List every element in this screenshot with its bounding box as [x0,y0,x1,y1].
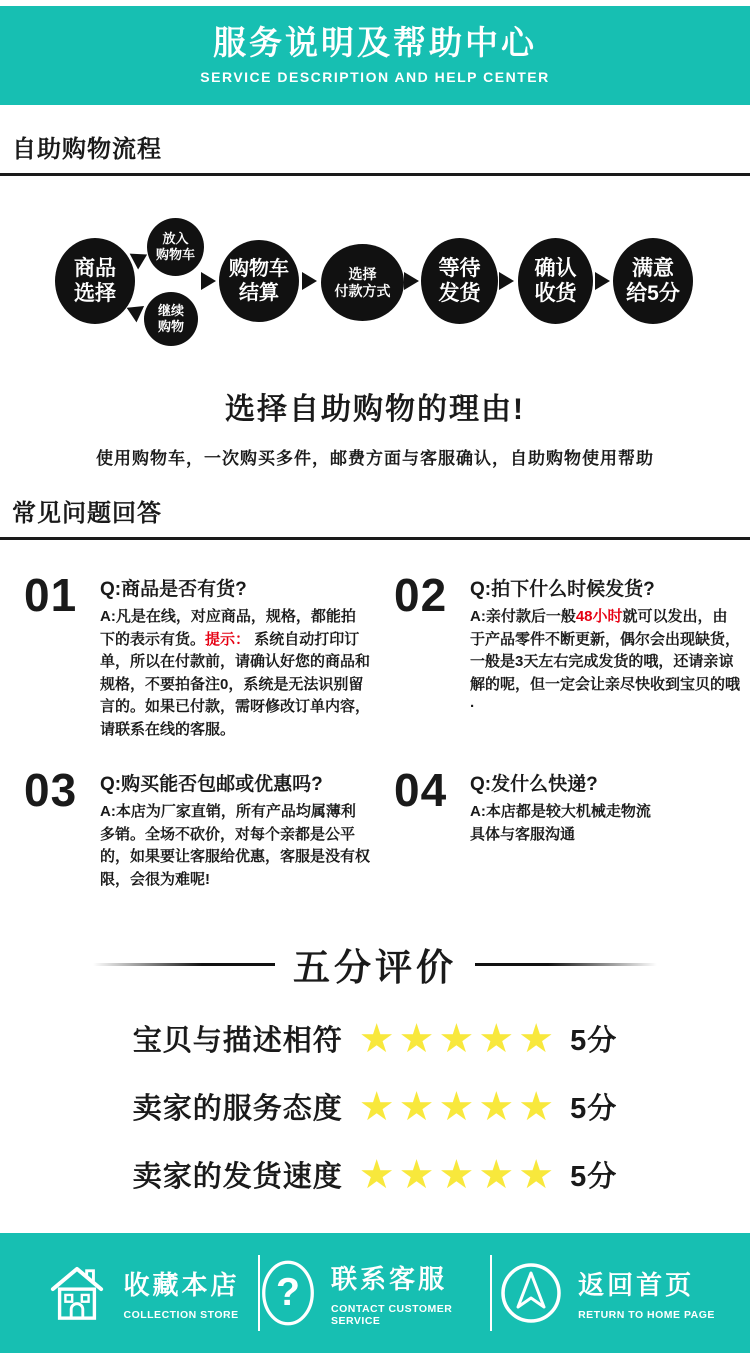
footer-item-subtitle: RETURN TO HOME PAGE [578,1309,715,1321]
faq-answer: A:本店为厂家直销，所有产品均属薄利多销。全场不砍价，对每个亲都是公平的，如果要让客服给优惠，客服是没有权限，会很为难呢! [100,803,371,888]
faq-question: Q:商品是否有货? [100,579,247,600]
flow-node-payment-method: 选择 付款方式 [321,244,404,321]
faq-item-3 [24,764,371,891]
flow-arrow-icon [201,272,216,290]
star-icon: ★ [358,1084,395,1129]
reason-subtitle: 使用购物车，一次购买多件，邮费方面与客服确认，自助购物使用帮助 [96,449,654,468]
faq-question: Q:拍下什么时候发货? [470,579,655,600]
faq-section-heading: 常见问题回答 [0,493,750,540]
faq-number: 04 [394,764,448,816]
star-icon: ★ [438,1016,475,1061]
footer-item-subtitle: COLLECTION STORE [123,1309,239,1321]
flow-node-confirm-receipt: 确认 收货 [518,238,593,324]
flow-node-cart-checkout: 购物车 结算 [219,240,299,322]
flow-arrow-icon [499,272,514,290]
shopping-flow-diagram [0,216,750,358]
decorative-line-left [93,963,275,966]
faq-question: Q:购买能否包邮或优惠吗? [100,774,323,795]
rating-label: 卖家的发货速度 [132,1161,343,1193]
star-rating [358,1152,555,1197]
star-icon: ★ [518,1152,555,1197]
footer-item-subtitle: CONTACT CUSTOMER SERVICE [331,1303,453,1327]
footer-item-title: 收藏本店 [123,1270,240,1300]
star-icon: ★ [358,1016,395,1061]
header-banner [0,6,750,105]
flow-node-rate-five: 满意 给5分 [613,238,693,324]
star-rating [358,1016,555,1061]
star-icon: ★ [358,1152,395,1197]
star-icon: ★ [518,1016,555,1061]
star-icon: ★ [478,1016,515,1061]
flow-arrow-icon [302,272,317,290]
question-icon [260,1258,316,1328]
faq-highlight: 提示： [205,630,251,648]
footer-item-title: 联系客服 [331,1264,448,1294]
svg-text:?: ? [276,1271,300,1315]
navigation-arrow-icon [499,1261,563,1325]
rating-label: 卖家的服务态度 [132,1093,343,1125]
footer-item-title: 返回首页 [578,1270,695,1300]
rating-score: 5分 [570,1093,618,1125]
faq-number: 01 [24,569,78,621]
footer-collection-store[interactable] [28,1264,258,1322]
footer-bar [0,1233,750,1353]
rating-score: 5分 [570,1025,618,1057]
reason-block [0,384,750,469]
faq-item-4 [394,764,740,891]
faq-number: 03 [24,764,78,816]
footer-return-home[interactable] [492,1261,722,1325]
faq-item-1 [24,569,371,741]
rating-label: 宝贝与描述相符 [132,1025,343,1057]
flow-node-continue-shopping: 继续 购物 [144,292,198,346]
decorative-line-right [475,963,657,966]
rating-title: 五分评价 [293,947,457,988]
faq-answer: A:凡是在线，对应商品，规格，都能拍下的表示有货。提示： 系统自动打印订单，所以在付款前，请确认好您的商品和规格，不要拍备注0，系统是无法识别留言的。如果已付款，需呀修改订单内容，请联系在线的客服。 [100,608,371,738]
faq-highlight: 48小时 [575,608,623,625]
flow-arrow-icon [595,272,610,290]
star-icon: ★ [478,1152,515,1197]
page-title: 服务说明及帮助中心 [213,24,537,61]
star-icon: ★ [398,1016,435,1061]
rating-section-header [0,937,750,991]
rating-score: 5分 [570,1161,618,1193]
footer-contact-service[interactable] [260,1258,490,1328]
rating-row-shipping [0,1154,750,1195]
star-icon: ★ [438,1152,475,1197]
faq-number: 02 [394,569,448,621]
rating-row-description [0,1018,750,1059]
flow-node-wait-shipping: 等待 发货 [421,238,498,324]
faq-answer: A:本店都是较大机械走物流 具体与客服沟通 [470,803,651,843]
reason-title: 选择自助购物的理由! [225,393,525,426]
star-icon: ★ [438,1084,475,1129]
flow-node-add-to-cart: 放入 购物车 [147,218,204,276]
flow-node-product-select: 商品 选择 [55,238,135,324]
faq-answer: A:亲付款后一般48小时就可以发出，由于产品零件不断更新，偶尔会出现缺货，一般是3天左右完成发货的哦，还请亲谅解的呢，但一定会让亲尽快收到宝贝的哦· [470,608,741,715]
faq-grid [0,540,750,891]
house-icon [46,1264,108,1322]
star-icon: ★ [398,1152,435,1197]
faq-item-2 [394,569,741,741]
faq-question: Q:发什么快递? [470,774,598,795]
star-icon: ★ [518,1084,555,1129]
flow-section-heading: 自助购物流程 [0,129,750,176]
flow-arrow-icon [404,272,419,290]
star-icon: ★ [398,1084,435,1129]
star-icon: ★ [478,1084,515,1129]
page-subtitle: SERVICE DESCRIPTION AND HELP CENTER [200,69,550,85]
